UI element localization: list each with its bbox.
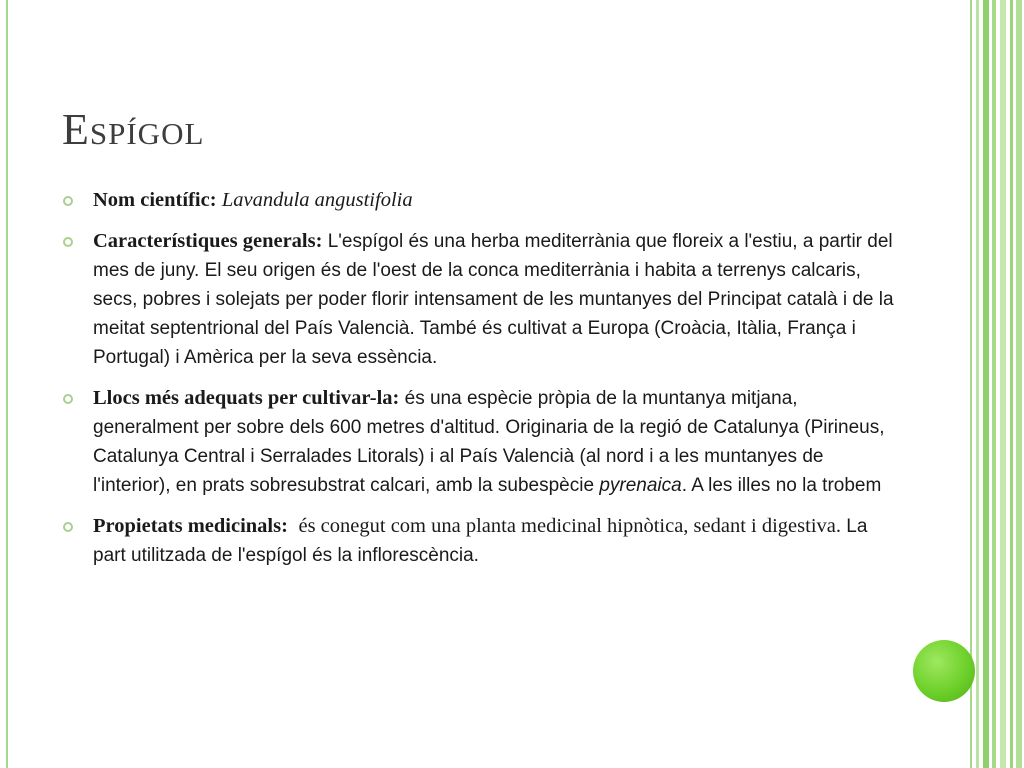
decorative-stripe (992, 0, 996, 768)
bullet-text-end: . A les illes no la trobem (681, 475, 882, 496)
bullet-text: L'espígol és una herba mediterrània que floreix a l'estiu, a partir del mes de juny. El seu origen és de l'oest de la conca mediterrània i habita a terrenys calcaris, secs, pobres i solejats per poder florir intensament de les muntanyes del Principat català i de la meitat septentrional del País Valencià. També és cultivat a Europa (Croàcia, Itàlia, França i Portugal) i Amèrica per la seva essència. (93, 231, 894, 368)
bullet-text: La part utilitzada de l'espígol és la inflorescència. (93, 516, 868, 566)
decorative-stripe (983, 0, 989, 768)
bullet-icon (63, 522, 73, 532)
decorative-stripe (976, 0, 979, 768)
bullet-label: Llocs més adequats per cultivar-la: (93, 387, 400, 409)
bullet-label: Característiques generals: (93, 230, 323, 252)
bullet-icon (63, 196, 73, 206)
slide-title: Espígol (62, 105, 205, 154)
bullet-icon (63, 237, 73, 247)
bullet-icon (63, 394, 73, 404)
decorative-stripe (1010, 0, 1013, 768)
bullet-serif-text: és conegut com una planta medicinal hipnòtica, sedant i digestiva. (298, 515, 842, 537)
bullet-text: és una espècie pròpia de la muntanya mitjana, generalment per sobre dels 600 metres d'altitud. Originaria de la regió de Catalunya (Pirineus, Catalunya Central i Serralades Litorals) i al País Valencià (al nord i a les muntanyes de l'interior), en prats sobresubstrat calcari, amb la subespècie (93, 388, 885, 496)
bullet-scientific-name (62, 186, 902, 215)
decorative-stripe (1000, 0, 1006, 768)
bullet-cultivation-places (62, 384, 902, 500)
bullet-list (62, 186, 902, 582)
bullet-general-characteristics (62, 227, 902, 372)
scientific-name: Lavandula angustifolia (221, 189, 413, 211)
bullet-label: Nom científic: (93, 189, 217, 211)
bullet-label: Propietats medicinals: (93, 515, 288, 537)
decorative-stripe (1016, 0, 1022, 768)
subspecies-name: pyrenaica (599, 475, 682, 496)
bullet-medicinal-properties (62, 512, 902, 570)
decorative-circle (913, 640, 975, 702)
